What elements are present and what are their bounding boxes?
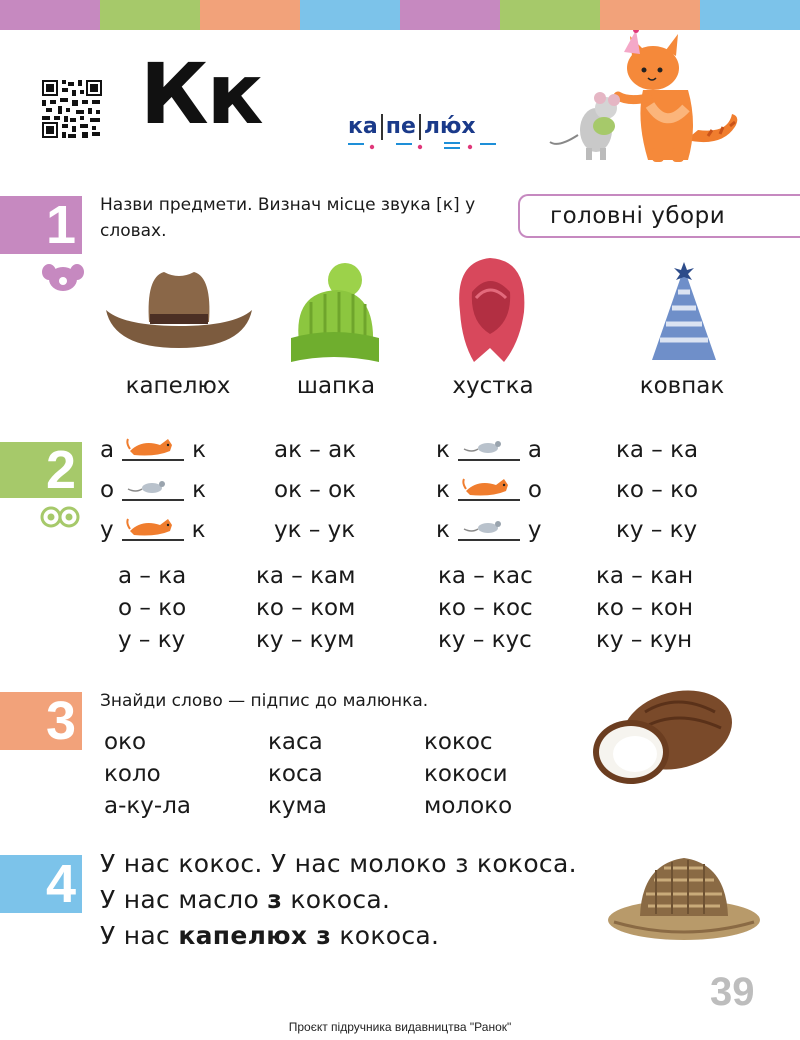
consonant: к — [191, 517, 206, 543]
syllable-column — [438, 560, 533, 656]
straw-hat-icon — [604, 850, 764, 946]
item-label: капелюх — [125, 373, 231, 399]
letter-path-row — [436, 510, 542, 550]
running-cat-icon — [126, 435, 176, 457]
party-hat-icon — [648, 262, 720, 362]
knit-hat-icon — [287, 262, 382, 367]
running-mouse-icon — [462, 515, 512, 537]
word-item: кокоси — [424, 761, 508, 787]
cowboy-hat-icon — [104, 262, 254, 362]
word-item: а-ку-ла — [104, 793, 191, 819]
top-color-stripe — [0, 0, 800, 30]
vowel: а — [527, 437, 543, 463]
text-part: кокоса. — [282, 885, 391, 914]
text-part: У нас — [100, 921, 179, 950]
running-cat-icon — [126, 515, 176, 537]
consonant: к — [436, 437, 450, 463]
syllable-item: ка – кас — [438, 563, 533, 589]
syllable-pair: ка – ка — [616, 437, 699, 463]
cat-path-gap — [122, 433, 184, 461]
vowel: о — [527, 477, 542, 503]
text-part: У нас масло — [100, 885, 268, 914]
sentence-line — [100, 882, 577, 918]
word-item: кума — [268, 793, 327, 819]
syllable-item: а – ка — [118, 563, 187, 589]
syllable-pair: ок – ок — [274, 477, 357, 503]
syllable-item: ку – кун — [596, 627, 693, 653]
running-cat-icon — [462, 475, 512, 497]
word-item: коло — [104, 761, 161, 787]
consonant: к — [192, 437, 207, 463]
syllable-item: у – ку — [118, 627, 186, 653]
letter-path-row — [436, 430, 542, 470]
text-part: кокоса. — [331, 921, 440, 950]
headscarf-icon — [450, 252, 532, 364]
syllable-item: о – ко — [118, 595, 187, 621]
letter-path-row — [100, 510, 206, 550]
word-item: коса — [268, 761, 323, 787]
consonant: к — [436, 517, 450, 543]
syllable: лю́х — [419, 114, 479, 140]
eyes-look-icon — [40, 505, 80, 529]
mouse-path-gap — [122, 473, 184, 501]
syllable-pair: ак – ак — [274, 437, 357, 463]
task-number-4: 4 — [0, 855, 82, 913]
cat-path-gap — [122, 513, 184, 541]
consonant: к — [192, 477, 206, 503]
mouse-path-gap — [458, 433, 520, 461]
syllable-item: ко – ком — [256, 595, 356, 621]
bold-text: капелюх з — [178, 921, 332, 950]
stripe-segment — [0, 0, 100, 30]
syllable-column — [596, 560, 693, 656]
item-label: шапка — [296, 373, 376, 399]
syllable-item: ка – кан — [596, 563, 694, 589]
mouse-path-gap — [458, 513, 520, 541]
syllable-pair: ку – ку — [616, 517, 698, 543]
running-mouse-icon — [462, 435, 512, 457]
syllable-item: ко – кос — [438, 595, 533, 621]
task-number-1: 1 — [0, 196, 82, 254]
syllable-pair: ко – ко — [616, 477, 699, 503]
syllable-pair: ук – ук — [274, 517, 356, 543]
vowel: а — [100, 437, 115, 463]
consonant: к — [436, 477, 450, 503]
sound-scheme — [348, 141, 508, 153]
bold-text: з — [267, 885, 283, 914]
vowel: о — [100, 477, 115, 503]
task1-instruction: Назви предмети. Визнач місце звука [к] у словах. — [100, 195, 476, 241]
stripe-segment — [100, 0, 200, 30]
syllable: ка — [348, 114, 378, 139]
letter-path-row — [100, 430, 206, 470]
item-label: хустка — [452, 373, 534, 399]
word-column — [424, 726, 512, 822]
qr-code-icon[interactable] — [42, 80, 102, 138]
running-mouse-icon — [126, 475, 176, 497]
ear-listen-icon — [40, 262, 86, 292]
letter-heading: Кк — [140, 45, 262, 143]
task-number-2: 2 — [0, 442, 82, 498]
word-item: каса — [268, 729, 323, 755]
word-item: молоко — [424, 793, 513, 819]
footer-text: Проєкт підручника видавництва "Ранок" — [288, 1020, 512, 1034]
letter-path-row — [100, 470, 206, 510]
stripe-segment — [700, 0, 800, 30]
stripe-segment — [400, 0, 500, 30]
syllable-item: ку – кус — [438, 627, 532, 653]
vowel: у — [527, 517, 542, 543]
reading-text — [100, 846, 577, 954]
syllable-column — [256, 560, 355, 656]
stripe-segment — [500, 0, 600, 30]
topic-label: головні убори — [518, 194, 800, 238]
coconut-icon — [585, 682, 735, 792]
syllable-item: ко – кон — [596, 595, 694, 621]
task-number-3: 3 — [0, 692, 82, 750]
item-label: ковпак — [639, 373, 725, 399]
task3-instruction: Знайди слово — підпис до малюнка. — [100, 691, 429, 711]
syllable: пе — [381, 114, 419, 140]
syllable-item: ку – кум — [256, 627, 355, 653]
stripe-segment — [300, 0, 400, 30]
letter-path-row — [436, 470, 542, 510]
syllable-column — [118, 560, 186, 656]
syllable-item: ка – кам — [256, 563, 356, 589]
word-column — [268, 726, 327, 822]
syllable-division — [345, 114, 479, 140]
word-item: око — [104, 729, 147, 755]
vowel: у — [100, 517, 114, 543]
word-column — [104, 726, 191, 822]
word-item: кокос — [424, 729, 493, 755]
cat-and-mouse-illustration — [548, 30, 748, 165]
sentence-line: У нас кокос. У нас молоко з кокоса. — [100, 849, 577, 878]
page-number: 39 — [710, 970, 755, 1014]
stripe-segment — [200, 0, 300, 30]
stripe-segment — [600, 0, 700, 30]
sentence-line — [100, 918, 577, 954]
cat-path-gap — [458, 473, 520, 501]
